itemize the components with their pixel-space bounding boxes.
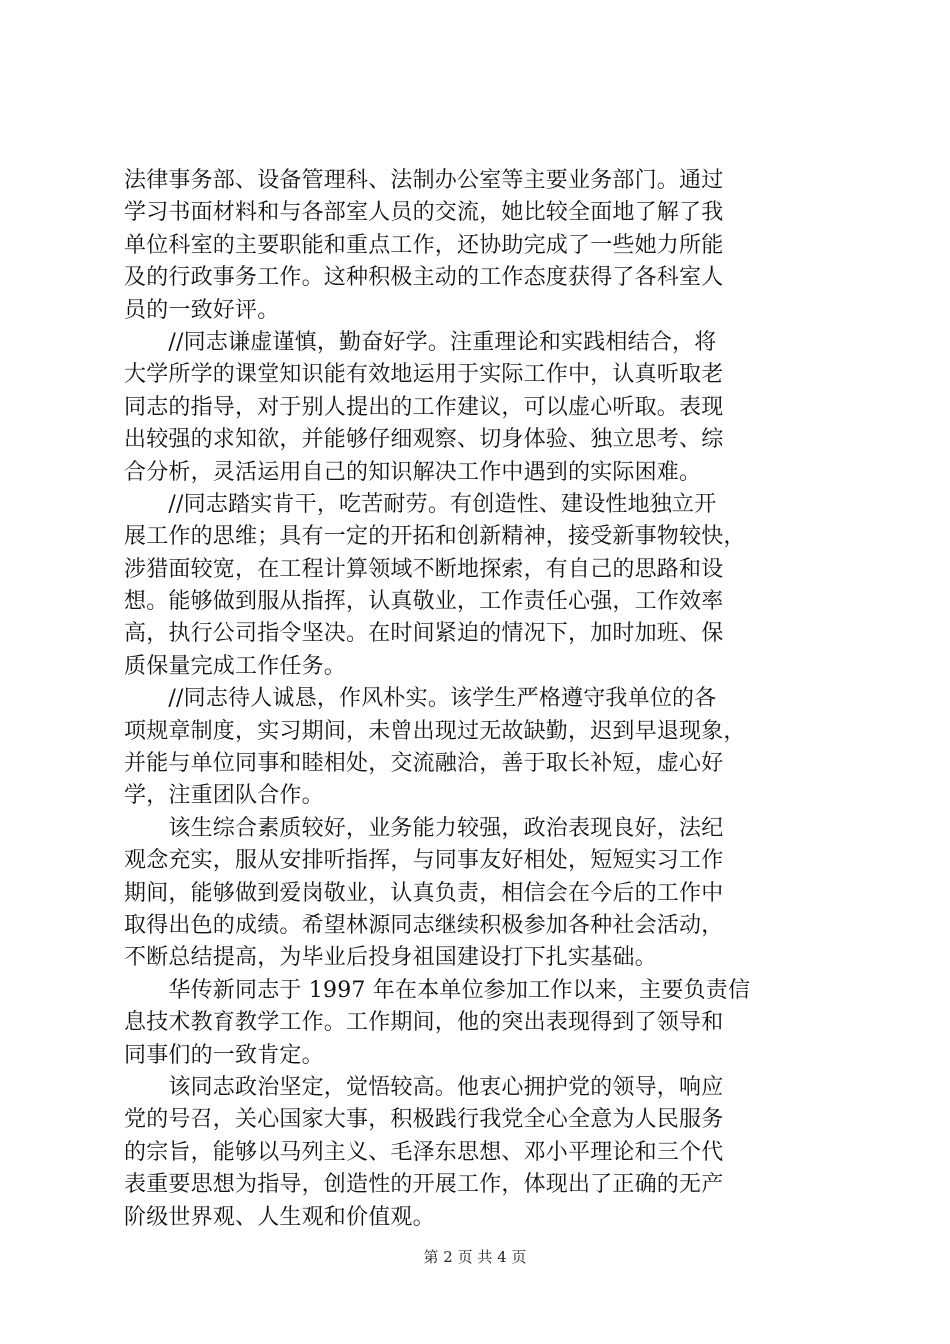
text-line: 不断总结提高，为毕业后投身祖国建设打下扎实基础。 <box>124 945 657 971</box>
text-line: 表重要思想为指导，创造性的开展工作，体现出了正确的无产 <box>124 1172 724 1198</box>
text-line: //同志谦虚谨慎，勤奋好学。注重理论和实践相结合，将 <box>124 329 717 355</box>
text-line: 党的号召，关心国家大事，积极践行我党全心全意为人民服务 <box>124 1107 724 1133</box>
page-footer: 第 2 页 共 4 页 <box>423 1248 527 1266</box>
text-line: 取得出色的成绩。希望林源同志继续积极参加各种社会活动， <box>124 912 724 938</box>
text-line: 质保量完成工作任务。 <box>124 653 347 679</box>
text-line: 高，执行公司指令坚决。在时间紧迫的情况下，加时加班、保 <box>124 621 724 647</box>
text-line: 观念充实，服从安排听指挥，与同事友好相处，短短实习工作 <box>124 848 724 874</box>
text-line: 及的行政事务工作。这种积极主动的工作态度获得了各科室人 <box>124 265 724 291</box>
text-line: 想。能够做到服从指挥，认真敬业，工作责任心强，工作效率 <box>124 589 724 615</box>
text-line: 的宗旨，能够以马列主义、毛泽东思想、邓小平理论和三个代 <box>124 1139 724 1165</box>
text-line: 阶级世界观、人生观和价值观。 <box>124 1204 435 1230</box>
text-line: 并能与单位同事和睦相处，交流融洽，善于取长补短，虚心好 <box>124 751 724 777</box>
text-line: //同志踏实肯干，吃苦耐劳。有创造性、建设性地独立开 <box>124 491 717 517</box>
text-line: 学，注重团队合作。 <box>124 783 324 809</box>
text-line: 华传新同志于 1997 年在本单位参加工作以来，主要负责信 <box>124 977 751 1003</box>
text-line: 出较强的求知欲，并能够仔细观察、切身体验、独立思考、综 <box>124 427 724 453</box>
text-line: //同志待人诚恳，作风朴实。该学生严格遵守我单位的各 <box>124 686 717 712</box>
text-line: 同志的指导，对于别人提出的工作建议，可以虚心听取。表现 <box>124 394 724 420</box>
text-line: 息技术教育教学工作。工作期间，他的突出表现得到了领导和 <box>124 1010 724 1036</box>
text-line: 单位科室的主要职能和重点工作，还协助完成了一些她力所能 <box>124 232 724 258</box>
text-line: 学习书面材料和与各部室人员的交流，她比较全面地了解了我 <box>124 200 724 226</box>
text-line: 大学所学的课堂知识能有效地运用于实际工作中，认真听取老 <box>124 362 724 388</box>
text-line: 期间，能够做到爱岗敬业，认真负责，相信会在今后的工作中 <box>124 880 724 906</box>
text-line: 合分析，灵活运用自己的知识解决工作中遇到的实际困难。 <box>124 459 702 485</box>
text-line: 项规章制度，实习期间，未曾出现过无故缺勤，迟到早退现象， <box>124 718 746 744</box>
text-line: 该生综合素质较好，业务能力较强，政治表现良好，法纪 <box>124 815 724 841</box>
text-line: 展工作的思维；具有一定的开拓和创新精神，接受新事物较快， <box>124 524 746 550</box>
text-line: 法律事务部、设备管理科、法制办公室等主要业务部门。通过 <box>124 168 724 193</box>
text-line: 同事们的一致肯定。 <box>124 1042 324 1068</box>
text-line: 该同志政治坚定，觉悟较高。他衷心拥护党的领导，响应 <box>124 1074 724 1100</box>
document-body <box>124 165 834 1234</box>
text-line: 涉猎面较宽，在工程计算领域不断地探索，有自己的思路和设 <box>124 556 724 582</box>
text-line: 员的一致好评。 <box>124 297 280 323</box>
